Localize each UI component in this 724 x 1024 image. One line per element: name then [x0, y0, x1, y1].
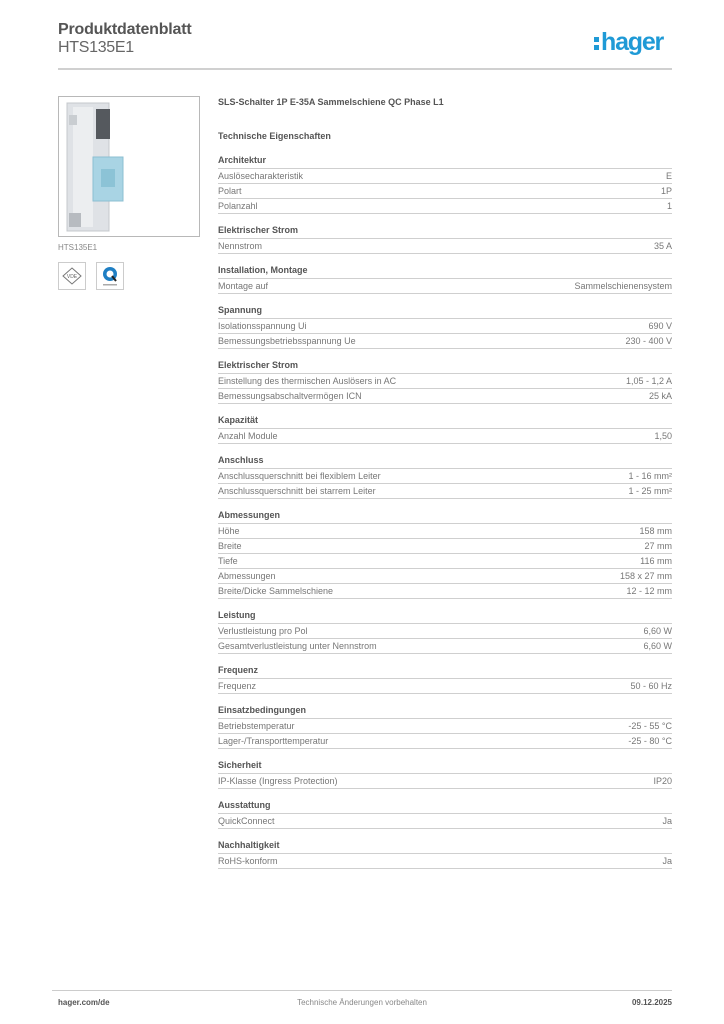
spec-label: Montage auf [218, 281, 269, 291]
spec-row [218, 374, 672, 389]
footer-disclaimer: Technische Änderungen vorbehalten [297, 998, 427, 1007]
spec-label: Auslösecharakteristik [218, 171, 304, 181]
technical-properties-heading: Technische Eigenschaften [218, 131, 331, 141]
spec-label: Einstellung des thermischen Auslösers in AC [218, 376, 397, 386]
spec-row [218, 569, 672, 584]
spec-value: 50 - 60 Hz [630, 681, 672, 691]
spec-value: -25 - 55 °C [628, 721, 672, 731]
footer-divider [52, 990, 672, 991]
spec-label: Polanzahl [218, 201, 258, 211]
spec-section [218, 303, 672, 349]
spec-row [218, 734, 672, 749]
section-heading: Abmessungen [218, 508, 672, 524]
section-heading: Frequenz [218, 663, 672, 679]
spec-label: Gesamtverlustleistung unter Nennstrom [218, 641, 377, 651]
spec-section [218, 263, 672, 294]
spec-section [218, 413, 672, 444]
spec-label: Anzahl Module [218, 431, 278, 441]
image-caption: HTS135E1 [58, 243, 98, 252]
spec-row [218, 624, 672, 639]
section-heading: Elektrischer Strom [218, 223, 672, 239]
spec-value: 1,50 [654, 431, 672, 441]
spec-value: 116 mm [640, 556, 672, 566]
logo-colon-icon [594, 35, 599, 51]
product-image [58, 96, 200, 237]
svg-text:VDE: VDE [66, 274, 78, 280]
product-title: SLS-Schalter 1P E-35A Sammelschiene QC Phase L1 [218, 97, 444, 107]
spec-table [218, 153, 672, 878]
spec-value: 1,05 - 1,2 A [625, 376, 672, 386]
spec-value: 27 mm [644, 541, 672, 551]
spec-section [218, 608, 672, 654]
section-heading: Spannung [218, 303, 672, 319]
spec-row [218, 484, 672, 499]
vde-certification-icon [59, 263, 85, 289]
spec-value: 1 - 16 mm² [628, 471, 672, 481]
section-heading: Ausstattung [218, 798, 672, 814]
spec-row [218, 554, 672, 569]
spec-label: Nennstrom [218, 241, 263, 251]
spec-row [218, 429, 672, 444]
spec-value: 158 x 27 mm [619, 571, 672, 581]
section-heading: Elektrischer Strom [218, 358, 672, 374]
spec-value: 158 mm [639, 526, 672, 536]
page-title: Produktdatenblatt [58, 21, 192, 38]
spec-section [218, 838, 672, 869]
spec-value: E [665, 171, 672, 181]
quickconnect-icon [97, 263, 123, 289]
spec-value: 690 V [648, 321, 672, 331]
spec-section [218, 358, 672, 404]
spec-label: Breite/Dicke Sammelschiene [218, 586, 334, 596]
spec-label: Polart [218, 186, 242, 196]
spec-row [218, 279, 672, 294]
logo-text: hager [601, 28, 664, 56]
spec-value: Sammelschienensystem [574, 281, 672, 291]
spec-row [218, 814, 672, 829]
spec-value: 1 - 25 mm² [628, 486, 672, 496]
spec-value: 230 - 400 V [625, 336, 672, 346]
spec-row [218, 239, 672, 254]
spec-section [218, 758, 672, 789]
section-heading: Nachhaltigkeit [218, 838, 672, 854]
spec-label: Verlustleistung pro Pol [218, 626, 308, 636]
section-heading: Anschluss [218, 453, 672, 469]
spec-label: Tiefe [218, 556, 238, 566]
spec-section [218, 663, 672, 694]
hager-logo [594, 28, 663, 56]
spec-label: RoHS-konform [218, 856, 278, 866]
vde-certification-badge [58, 262, 86, 290]
spec-row [218, 169, 672, 184]
spec-row [218, 334, 672, 349]
spec-section [218, 798, 672, 829]
circuit-breaker-image [59, 97, 199, 236]
spec-row [218, 469, 672, 484]
article-number: HTS135E1 [58, 39, 134, 56]
spec-row [218, 184, 672, 199]
spec-label: IP-Klasse (Ingress Protection) [218, 776, 338, 786]
spec-label: Anschlussquerschnitt bei flexiblem Leiter [218, 471, 381, 481]
footer-website-link[interactable]: hager.com/de [58, 998, 110, 1007]
spec-value: 35 A [653, 241, 672, 251]
spec-row [218, 539, 672, 554]
spec-value: 6,60 W [643, 641, 672, 651]
spec-row [218, 854, 672, 869]
spec-label: Bemessungsabschaltvermögen ICN [218, 391, 362, 401]
spec-value: 1 [666, 201, 672, 211]
spec-label: Lager-/Transporttemperatur [218, 736, 329, 746]
spec-row [218, 679, 672, 694]
spec-label: QuickConnect [218, 816, 275, 826]
spec-value: -25 - 80 °C [628, 736, 672, 746]
spec-section [218, 153, 672, 214]
section-heading: Architektur [218, 153, 672, 169]
spec-label: Bemessungsbetriebsspannung Ue [218, 336, 356, 346]
spec-value: Ja [662, 816, 672, 826]
section-heading: Kapazität [218, 413, 672, 429]
spec-row [218, 774, 672, 789]
spec-row [218, 719, 672, 734]
section-heading: Installation, Montage [218, 263, 672, 279]
footer-date: 09.12.2025 [631, 998, 672, 1007]
spec-label: Abmessungen [218, 571, 276, 581]
section-heading: Leistung [218, 608, 672, 624]
spec-section [218, 223, 672, 254]
spec-row [218, 389, 672, 404]
spec-label: Isolationsspannung Ui [218, 321, 307, 331]
spec-row [218, 524, 672, 539]
spec-value: 12 - 12 mm [626, 586, 672, 596]
spec-label: Frequenz [218, 681, 257, 691]
spec-section [218, 453, 672, 499]
header-divider [58, 68, 672, 70]
section-heading: Einsatzbedingungen [218, 703, 672, 719]
spec-row [218, 319, 672, 334]
quickconnect-badge [96, 262, 124, 290]
spec-label: Anschlussquerschnitt bei starrem Leiter [218, 486, 376, 496]
spec-label: Höhe [218, 526, 240, 536]
spec-section [218, 703, 672, 749]
spec-section [218, 508, 672, 599]
spec-value: IP20 [653, 776, 672, 786]
spec-value: Ja [662, 856, 672, 866]
spec-row [218, 639, 672, 654]
spec-value: 6,60 W [643, 626, 672, 636]
spec-row [218, 199, 672, 214]
spec-value: 25 kA [648, 391, 672, 401]
section-heading: Sicherheit [218, 758, 672, 774]
spec-label: Breite [218, 541, 242, 551]
spec-row [218, 584, 672, 599]
spec-label: Betriebstemperatur [218, 721, 295, 731]
spec-value: 1P [660, 186, 672, 196]
